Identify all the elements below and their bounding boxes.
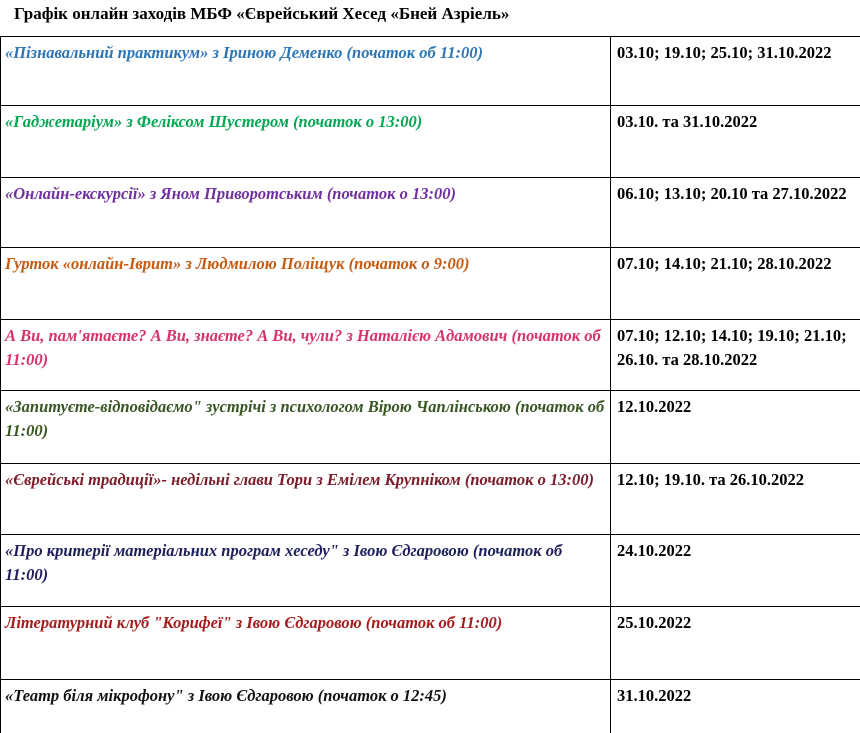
dates-cell: 07.10; 14.10; 21.10; 28.10.2022	[611, 248, 860, 320]
dates-cell: 06.10; 13.10; 20.10 та 27.10.2022	[611, 178, 860, 248]
schedule-table	[0, 36, 860, 733]
page-title: Графік онлайн заходів МБФ «Єврейський Хесед «Бней Азріель»	[14, 4, 509, 24]
event-cell: «Гаджетаріум» з Феліксом Шустером (початок о 13:00)	[1, 106, 611, 178]
table-row	[1, 535, 860, 607]
event-cell: «Онлайн-екскурсії» з Яном Приворотським (початок о 13:00)	[1, 178, 611, 248]
table-row	[1, 37, 860, 106]
dates-cell: 24.10.2022	[611, 535, 860, 607]
event-cell: А Ви, пам'ятаєте? А Ви, знаєте? А Ви, чули? з Наталією Адамович (початок об 11:00)	[1, 320, 611, 391]
table-row	[1, 464, 860, 535]
table-row	[1, 248, 860, 320]
table-row	[1, 391, 860, 464]
dates-cell: 31.10.2022	[611, 680, 860, 733]
dates-cell: 07.10; 12.10; 14.10; 19.10; 21.10; 26.10. та 28.10.2022	[611, 320, 860, 391]
table-row	[1, 106, 860, 178]
table-row	[1, 178, 860, 248]
dates-cell: 03.10. та 31.10.2022	[611, 106, 860, 178]
dates-cell: 25.10.2022	[611, 607, 860, 680]
event-cell: Гурток «онлайн-Іврит» з Людмилою Поліщук (початок о 9:00)	[1, 248, 611, 320]
dates-cell: 12.10; 19.10. та 26.10.2022	[611, 464, 860, 535]
event-cell: «Пізнавальний практикум» з Іриною Деменко (початок об 11:00)	[1, 37, 611, 106]
event-cell: «Про критерії матеріальних програм хеседу" з Івою Єдгаровою (початок об 11:00)	[1, 535, 611, 607]
dates-cell: 12.10.2022	[611, 391, 860, 464]
event-cell: «Театр біля мікрофону" з Івою Єдгаровою (початок о 12:45)	[1, 680, 611, 733]
event-cell: «Запитуєте-відповідаємо" зустрічі з психологом Вірою Чаплінською (початок об 11:00)	[1, 391, 611, 464]
table-row	[1, 320, 860, 391]
table-row	[1, 607, 860, 680]
event-cell: Літературний клуб "Корифеї" з Івою Єдгаровою (початок об 11:00)	[1, 607, 611, 680]
schedule-rows	[1, 37, 860, 733]
event-cell: «Єврейські традиції»- недільні глави Тори з Емілем Крупніком (початок о 13:00)	[1, 464, 611, 535]
table-row	[1, 680, 860, 733]
dates-cell: 03.10; 19.10; 25.10; 31.10.2022	[611, 37, 860, 106]
